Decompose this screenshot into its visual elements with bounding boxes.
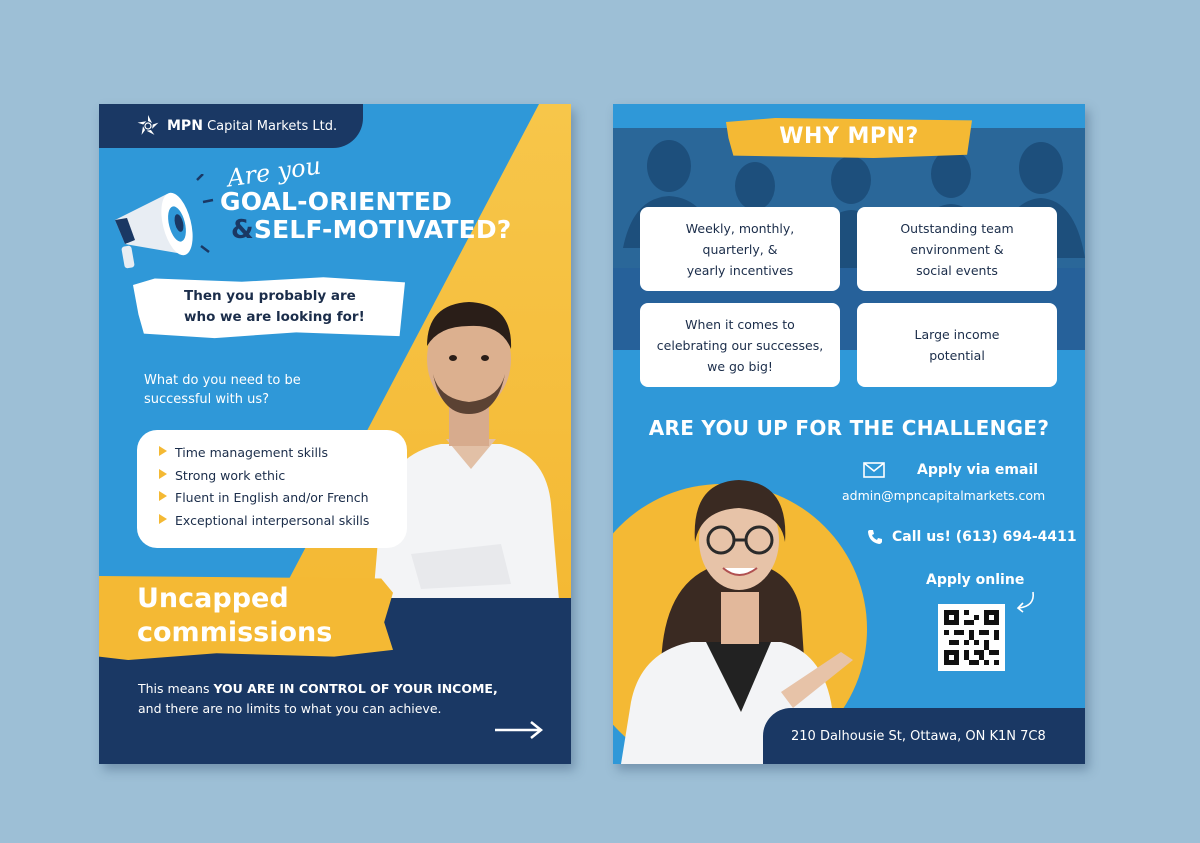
- why-mpn-title: WHY MPN?: [779, 124, 919, 149]
- apply-email-label: Apply via email: [917, 462, 1039, 478]
- apply-online-label: Apply online: [926, 572, 1025, 588]
- mpn-logo-icon: [135, 113, 161, 139]
- skill-item: Strong work ethic: [159, 465, 407, 488]
- curl-arrow-icon: [1013, 590, 1037, 614]
- flyer-front: [99, 104, 571, 764]
- benefit-card-celebrate: When it comes to celebrating our successes, we go big!: [640, 303, 840, 387]
- flyer-back: [613, 104, 1085, 764]
- skill-item: Fluent in English and/or French: [159, 487, 407, 510]
- skills-box: [137, 430, 407, 548]
- phone-link[interactable]: Call us! (613) 694-4411: [892, 529, 1077, 545]
- benefit-card-team: Outstanding team environment & social events: [857, 207, 1057, 291]
- control-statement: This means YOU ARE IN CONTROL OF YOUR INCOME, and there are no limits to what you can achieve.: [138, 681, 498, 716]
- mail-icon: [863, 462, 885, 478]
- skill-item: Exceptional interpersonal skills: [159, 510, 407, 533]
- benefit-card-income: Large income potential: [857, 303, 1057, 387]
- phone-icon: [867, 529, 883, 545]
- headline-ampersand: &: [231, 215, 254, 245]
- address-text: 210 Dalhousie St, Ottawa, ON K1N 7C8: [791, 728, 1046, 744]
- benefit-card-incentives: Weekly, monthly, quarterly, & yearly incentives: [640, 207, 840, 291]
- skill-item: Time management skills: [159, 442, 407, 465]
- headline-self-motivated: &SELF-MOTIVATED?: [231, 215, 512, 245]
- challenge-heading: ARE YOU UP FOR THE CHALLENGE?: [648, 416, 1050, 440]
- address-bar: [763, 708, 1085, 764]
- brand-name: MPN Capital Markets Ltd.: [167, 118, 338, 134]
- uncapped-commissions: Uncapped commissions: [137, 583, 333, 648]
- are-you-script: Are you: [225, 151, 323, 193]
- email-link[interactable]: admin@mpncapitalmarkets.com: [842, 488, 1046, 503]
- logo-bar: [99, 104, 363, 148]
- arrow-right-icon[interactable]: [493, 720, 545, 740]
- qr-code-icon: [944, 610, 999, 665]
- qr-code[interactable]: [938, 604, 1005, 671]
- headline-goal-oriented: GOAL-ORIENTED: [220, 187, 453, 216]
- megaphone-icon: [105, 174, 215, 272]
- tagline: Then you probably are who we are looking for!: [184, 288, 365, 325]
- success-question: What do you need to be successful with us?: [144, 373, 301, 407]
